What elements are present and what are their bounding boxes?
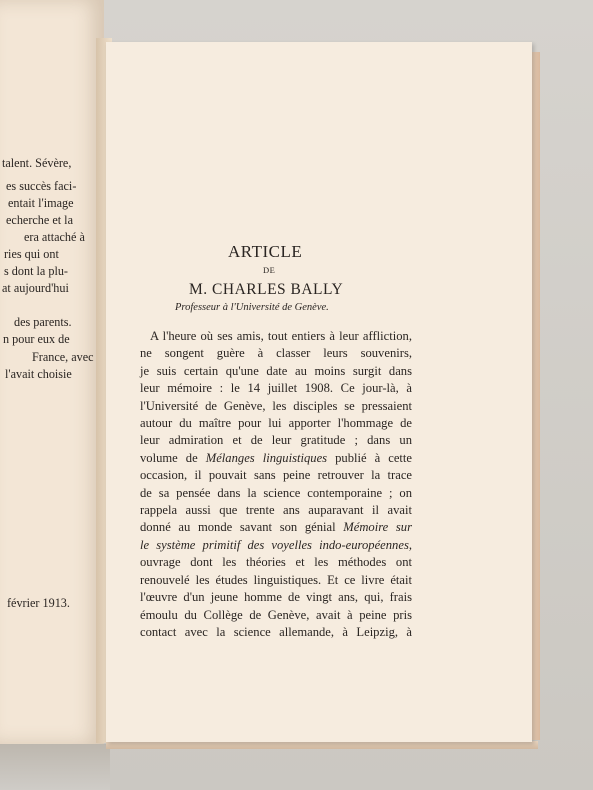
left-page-line: s dont la plu- (4, 264, 68, 278)
article-body (140, 328, 412, 641)
body-line: autour du maître pour lui apporter l'hommage de (140, 416, 412, 431)
body-line: A l'heure où ses amis, tout entiers à leur affliction, (150, 329, 412, 343)
body-line: je suis certain qu'une date au moins surgit dans (140, 363, 412, 378)
article-author: M. CHARLES BALLY (189, 281, 344, 298)
left-page-line: n pour eux de (3, 332, 70, 346)
left-page-line: talent. Sévère, (2, 156, 72, 170)
left-page-line: es succès faci- (6, 179, 77, 193)
body-line: occasion, il pouvait sans peine retrouver la trace (140, 468, 412, 483)
body-line: renouvelé les études linguistiques. Et ce livre était (140, 572, 412, 587)
left-page-line: at aujourd'hui (2, 281, 69, 295)
left-page-line: l'avait choisie (5, 367, 72, 381)
body-line: l'Université de Genève, les disciples se pressaient (140, 398, 412, 413)
left-page-line: echerche et la (6, 213, 73, 227)
body-line: contact avec la science allemande, à Leipzig, à (140, 624, 412, 639)
body-line (140, 537, 412, 554)
book-title-italic: Mélanges linguistiques (205, 450, 328, 465)
body-line: leur admiration et de leur gratitude ; dans un (140, 433, 412, 448)
body-line: de sa pensée dans la science contemporaine ; on (140, 485, 412, 500)
article-title: ARTICLE (228, 242, 303, 261)
body-line: leur mémoire : le 14 juillet 1908. Ce jour-là, à (140, 381, 412, 396)
bottom-page-edge (106, 741, 538, 749)
body-text-run: donné au monde savant son génial (140, 520, 344, 535)
body-line: rappela aussi que trente ans auparavant il avait (140, 503, 412, 518)
body-line: émoulu du Collège de Genève, avait à peine pris (140, 607, 412, 622)
body-line (140, 450, 412, 467)
left-page-line: des parents. (14, 315, 72, 329)
left-page-line: ries qui ont (4, 247, 59, 261)
left-page (0, 0, 104, 744)
book-title-italic: le système primitif des voyelles indo-européennes, (140, 537, 412, 552)
book-title-italic: Mémoire sur (343, 520, 412, 535)
left-page-line: era attaché à (24, 230, 85, 244)
left-page-line: entait l'image (8, 196, 74, 210)
left-page-edge (0, 744, 110, 790)
left-page-footer: février 1913. (7, 596, 70, 610)
body-line: ouvrage dont les théories et les méthodes ont (140, 555, 412, 570)
article-subtitle: Professeur à l'Université de Genève. (175, 302, 329, 313)
article-de: DE (263, 265, 276, 275)
body-text-run: publié à cette (327, 450, 412, 465)
body-line: l'œuvre d'un jeune homme de vingt ans, qui, frais (140, 590, 412, 605)
body-line: ne songent guère à classer leurs souvenirs, (140, 346, 412, 361)
left-page-line: France, avec (32, 350, 94, 364)
body-line (140, 519, 412, 536)
body-text-run: volume de (140, 450, 206, 465)
